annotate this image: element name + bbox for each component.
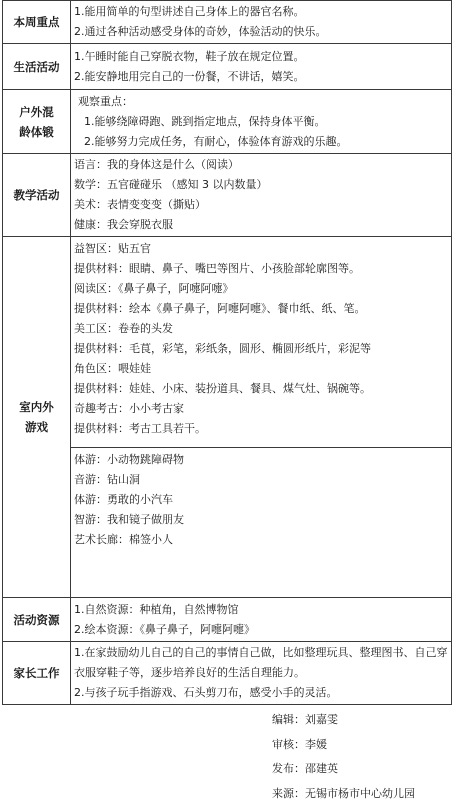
parents-line-1: 1.在家鼓励幼儿自己的自己的事情自己做，比如整理玩具、整理图书、自己穿衣服穿鞋子等，逐步培养良好的生活自理能力。 (74, 643, 451, 683)
row-parents (3, 642, 452, 705)
content-resources (71, 598, 452, 642)
resource-picture-book: 2.绘本资源：《鼻子鼻子，阿嚏阿嚏》 (74, 620, 451, 640)
weekly-focus-line-1: 1.能用简单的句型讲述自己身体上的器官名称。 (74, 2, 451, 22)
area-archaeology: 奇趣考古：小小考古家 (74, 399, 451, 419)
credit-source: 来源：无锡市杨市中心幼儿园 (272, 782, 452, 806)
area-art-materials: 提供材料：毛茛，彩笔，彩纸条，圆形、椭圆形纸片，彩泥等 (74, 339, 451, 359)
label-outdoor-line-1: 户外混 (3, 102, 70, 122)
teaching-language: 语言：我的身体这是什么（阅读） (74, 155, 451, 175)
row-resources (3, 598, 452, 642)
area-role-play-materials: 提供材料：娃娃、小床、装扮道具、餐具、煤气灶、锅碗等。 (74, 379, 451, 399)
credits-footer (272, 708, 452, 806)
game-pe-car: 体游：勇敢的小汽车 (74, 490, 451, 510)
game-wisdom-mirror: 智游：我和镜子做朋友 (74, 510, 451, 530)
row-games (3, 237, 452, 598)
daily-life-line-2: 2.能安静地用完自己的一份餐，不讲话，嬉笑。 (74, 67, 451, 87)
label-parents: 家长工作 (3, 642, 71, 705)
teaching-math: 数学：五官碰碰乐 （感知 3 以内数量） (74, 175, 451, 195)
outdoor-games (71, 447, 451, 550)
label-outdoor-line-2: 龄体锻 (3, 122, 70, 142)
label-teaching: 教学活动 (3, 154, 71, 237)
credit-reviewer: 审核：李媛 (272, 733, 452, 758)
game-pe-obstacles: 体游：小动物跳障碍物 (74, 450, 451, 470)
area-puzzle-materials: 提供材料：眼睛、鼻子、嘴巴等图片、小孩脸部轮廓图等。 (74, 259, 451, 279)
game-music-tunnel: 音游：钻山洞 (74, 470, 451, 490)
outdoor-line-1: 1.能够绕障碍跑、跳到指定地点，保持身体平衡。 (74, 112, 451, 132)
daily-life-line-1: 1.午睡时能自己穿脱衣物，鞋子放在规定位置。 (74, 47, 451, 67)
area-art: 美工区：卷卷的头发 (74, 319, 451, 339)
label-outdoor-exercise (3, 90, 71, 154)
weekly-plan-table (2, 0, 452, 705)
weekly-focus-line-2: 2.通过各种活动感受身体的奇妙，体验活动的快乐。 (74, 22, 451, 42)
outdoor-observation-heading: 观察重点： (74, 92, 451, 112)
row-teaching (3, 154, 452, 237)
area-reading-materials: 提供材料：绘本《鼻子鼻子，阿嚏阿嚏》、餐巾纸、纸、笔。 (74, 299, 451, 319)
label-weekly-focus: 本周重点 (3, 1, 71, 44)
content-weekly-focus (71, 1, 452, 44)
content-parents (71, 642, 452, 705)
label-daily-life: 生活活动 (3, 44, 71, 90)
credit-editor: 编辑：刘嘉雯 (272, 708, 452, 733)
content-teaching (71, 154, 452, 237)
area-archaeology-materials: 提供材料：考古工具若干。 (74, 419, 451, 439)
row-weekly-focus (3, 1, 452, 44)
row-daily-life (3, 44, 452, 90)
teaching-art: 美术：表情变变变（撕贴） (74, 195, 451, 215)
game-art-corridor: 艺术长廊：棉签小人 (74, 530, 451, 550)
credit-publisher: 发布：邵建英 (272, 757, 452, 782)
content-outdoor-exercise (71, 90, 452, 154)
label-games-line-2: 游戏 (3, 417, 70, 437)
area-puzzle: 益智区：贴五官 (74, 239, 451, 259)
outdoor-line-2: 2.能够努力完成任务，有耐心，体验体育游戏的乐趣。 (74, 132, 451, 152)
parents-line-2: 2.与孩子玩手指游戏、石头剪刀布，感受小手的灵活。 (74, 683, 451, 703)
label-games-line-1: 室内外 (3, 397, 70, 417)
label-games (3, 237, 71, 598)
resource-natural: 1.自然资源：种植角，自然博物馆 (74, 600, 451, 620)
teaching-health: 健康：我会穿脱衣服 (74, 215, 451, 235)
content-daily-life (71, 44, 452, 90)
row-outdoor-exercise (3, 90, 452, 154)
content-games (71, 237, 452, 598)
area-role-play: 角色区：喂娃娃 (74, 359, 451, 379)
label-resources: 活动资源 (3, 598, 71, 642)
area-reading: 阅读区：《鼻子鼻子，阿嚏阿嚏》 (74, 279, 451, 299)
indoor-areas (74, 239, 451, 439)
